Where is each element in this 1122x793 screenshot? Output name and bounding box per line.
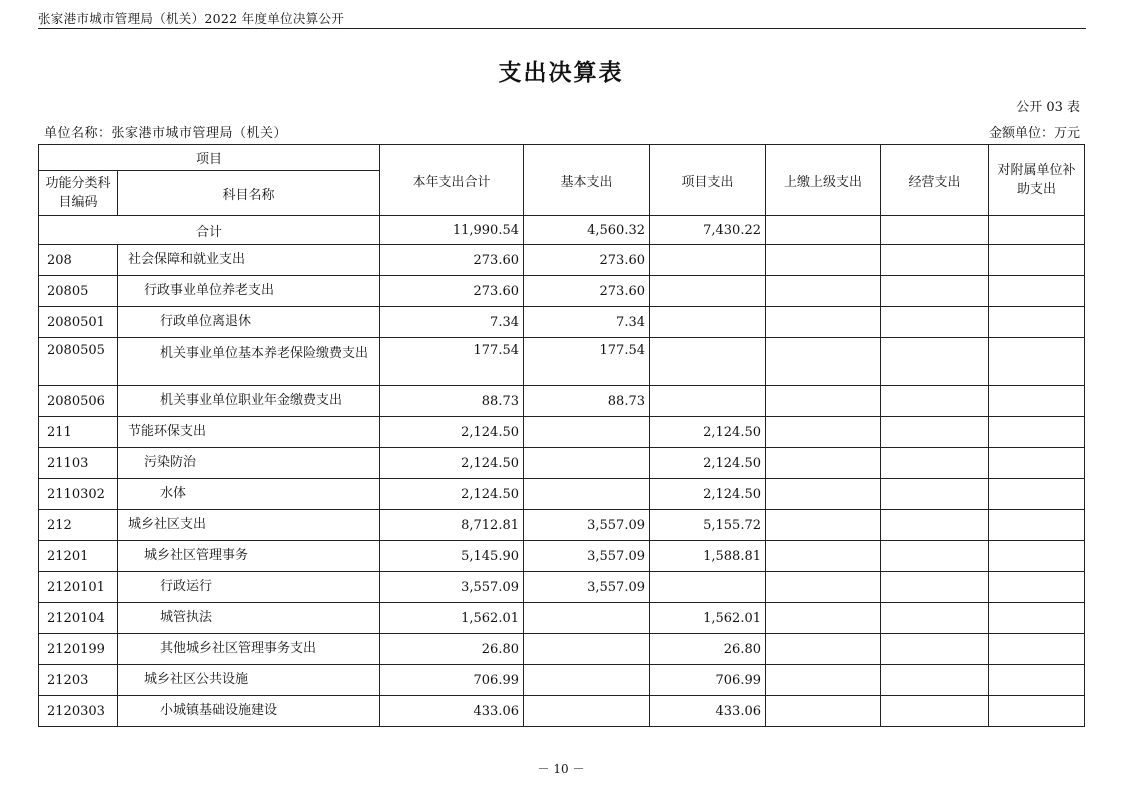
subject-name-cell: 城管执法 bbox=[118, 603, 380, 634]
function-code-cell: 2080505 bbox=[39, 338, 118, 386]
table-row bbox=[39, 665, 1085, 696]
subsidiary-cell bbox=[989, 634, 1085, 665]
business-cell bbox=[881, 479, 989, 510]
total-cell: 8,712.81 bbox=[380, 510, 524, 541]
project-cell bbox=[650, 386, 766, 417]
function-code-cell: 21201 bbox=[39, 541, 118, 572]
table-row bbox=[39, 307, 1085, 338]
header-function-code: 功能分类科目编码 bbox=[39, 171, 118, 216]
total-row bbox=[39, 216, 1085, 245]
business-cell bbox=[881, 307, 989, 338]
business-cell bbox=[881, 338, 989, 386]
function-code-cell: 212 bbox=[39, 510, 118, 541]
subject-name-cell: 社会保障和就业支出 bbox=[118, 245, 380, 276]
header-project-expenditure: 项目支出 bbox=[650, 145, 766, 216]
subsidiary-cell bbox=[989, 386, 1085, 417]
header-basic: 基本支出 bbox=[524, 145, 650, 216]
business-cell bbox=[881, 276, 989, 307]
table-row bbox=[39, 510, 1085, 541]
subsidiary-cell bbox=[989, 276, 1085, 307]
upper-cell bbox=[766, 572, 881, 603]
basic-cell bbox=[524, 417, 650, 448]
upper-cell bbox=[766, 541, 881, 572]
basic-cell bbox=[524, 603, 650, 634]
total-label: 合计 bbox=[39, 216, 380, 245]
upper-cell bbox=[766, 307, 881, 338]
function-code-cell: 2120199 bbox=[39, 634, 118, 665]
header-rule bbox=[38, 28, 1086, 29]
header-subsidiary: 对附属单位补助支出 bbox=[989, 145, 1085, 216]
basic-cell: 177.54 bbox=[524, 338, 650, 386]
subsidiary-cell bbox=[989, 510, 1085, 541]
project-cell bbox=[650, 338, 766, 386]
function-code-cell: 208 bbox=[39, 245, 118, 276]
subsidiary-cell bbox=[989, 479, 1085, 510]
table-row bbox=[39, 448, 1085, 479]
total-upper bbox=[766, 216, 881, 245]
total-subsidiary bbox=[989, 216, 1085, 245]
subject-name-cell: 节能环保支出 bbox=[118, 417, 380, 448]
basic-cell: 3,557.09 bbox=[524, 510, 650, 541]
basic-cell bbox=[524, 634, 650, 665]
subject-name-cell: 污染防治 bbox=[118, 448, 380, 479]
expenditure-table bbox=[38, 144, 1085, 727]
basic-cell: 3,557.09 bbox=[524, 541, 650, 572]
upper-cell bbox=[766, 634, 881, 665]
subsidiary-cell bbox=[989, 572, 1085, 603]
total-cell: 2,124.50 bbox=[380, 417, 524, 448]
upper-cell bbox=[766, 479, 881, 510]
upper-cell bbox=[766, 276, 881, 307]
project-cell bbox=[650, 276, 766, 307]
total-cell: 7.34 bbox=[380, 307, 524, 338]
table-row bbox=[39, 572, 1085, 603]
total-cell: 433.06 bbox=[380, 696, 524, 727]
function-code-cell: 21203 bbox=[39, 665, 118, 696]
upper-cell bbox=[766, 338, 881, 386]
total-total: 11,990.54 bbox=[380, 216, 524, 245]
table-row bbox=[39, 696, 1085, 727]
business-cell bbox=[881, 541, 989, 572]
project-cell bbox=[650, 307, 766, 338]
total-project: 7,430.22 bbox=[650, 216, 766, 245]
table-body bbox=[39, 245, 1085, 727]
table-header bbox=[39, 145, 1085, 245]
subject-name-cell: 小城镇基础设施建设 bbox=[118, 696, 380, 727]
total-cell: 706.99 bbox=[380, 665, 524, 696]
subject-name-cell: 城乡社区公共设施 bbox=[118, 665, 380, 696]
subsidiary-cell bbox=[989, 541, 1085, 572]
function-code-cell: 21103 bbox=[39, 448, 118, 479]
subject-name-cell: 行政事业单位养老支出 bbox=[118, 276, 380, 307]
header-subject-name: 科目名称 bbox=[118, 171, 380, 216]
project-cell bbox=[650, 245, 766, 276]
basic-cell bbox=[524, 665, 650, 696]
subject-name-cell: 机关事业单位职业年金缴费支出 bbox=[118, 386, 380, 417]
total-basic: 4,560.32 bbox=[524, 216, 650, 245]
unit-name: 单位名称：张家港市城市管理局（机关） bbox=[44, 126, 288, 141]
business-cell bbox=[881, 603, 989, 634]
project-cell: 5,155.72 bbox=[650, 510, 766, 541]
business-cell bbox=[881, 634, 989, 665]
subsidiary-cell bbox=[989, 665, 1085, 696]
subject-name-cell: 行政单位离退休 bbox=[118, 307, 380, 338]
table-row bbox=[39, 276, 1085, 307]
basic-cell: 273.60 bbox=[524, 276, 650, 307]
table-row bbox=[39, 245, 1085, 276]
total-cell: 5,145.90 bbox=[380, 541, 524, 572]
upper-cell bbox=[766, 386, 881, 417]
project-cell: 433.06 bbox=[650, 696, 766, 727]
business-cell bbox=[881, 448, 989, 479]
basic-cell bbox=[524, 479, 650, 510]
function-code-cell: 2120104 bbox=[39, 603, 118, 634]
total-cell: 88.73 bbox=[380, 386, 524, 417]
table-row bbox=[39, 634, 1085, 665]
subsidiary-cell bbox=[989, 696, 1085, 727]
total-cell: 177.54 bbox=[380, 338, 524, 386]
table-row bbox=[39, 386, 1085, 417]
project-cell: 2,124.50 bbox=[650, 448, 766, 479]
header-business: 经营支出 bbox=[881, 145, 989, 216]
total-cell: 1,562.01 bbox=[380, 603, 524, 634]
project-cell: 2,124.50 bbox=[650, 479, 766, 510]
upper-cell bbox=[766, 510, 881, 541]
subject-name-cell: 其他城乡社区管理事务支出 bbox=[118, 634, 380, 665]
table-row bbox=[39, 541, 1085, 572]
subject-name-cell: 城乡社区支出 bbox=[118, 510, 380, 541]
amount-unit: 金额单位：万元 bbox=[988, 126, 1080, 141]
total-cell: 273.60 bbox=[380, 245, 524, 276]
upper-cell bbox=[766, 245, 881, 276]
function-code-cell: 20805 bbox=[39, 276, 118, 307]
basic-cell: 3,557.09 bbox=[524, 572, 650, 603]
header-total: 本年支出合计 bbox=[380, 145, 524, 216]
total-cell: 26.80 bbox=[380, 634, 524, 665]
table-row bbox=[39, 417, 1085, 448]
subject-name-cell: 水体 bbox=[118, 479, 380, 510]
business-cell bbox=[881, 510, 989, 541]
subsidiary-cell bbox=[989, 603, 1085, 634]
table-row bbox=[39, 603, 1085, 634]
upper-cell bbox=[766, 665, 881, 696]
header-upper: 上缴上级支出 bbox=[766, 145, 881, 216]
function-code-cell: 2080501 bbox=[39, 307, 118, 338]
project-cell: 1,562.01 bbox=[650, 603, 766, 634]
upper-cell bbox=[766, 696, 881, 727]
total-business bbox=[881, 216, 989, 245]
function-code-cell: 2080506 bbox=[39, 386, 118, 417]
upper-cell bbox=[766, 448, 881, 479]
function-code-cell: 2110302 bbox=[39, 479, 118, 510]
subject-name-cell: 行政运行 bbox=[118, 572, 380, 603]
basic-cell: 88.73 bbox=[524, 386, 650, 417]
basic-cell bbox=[524, 448, 650, 479]
page-number: － 10 － bbox=[537, 762, 585, 776]
basic-cell: 7.34 bbox=[524, 307, 650, 338]
subject-name-cell: 城乡社区管理事务 bbox=[118, 541, 380, 572]
business-cell bbox=[881, 245, 989, 276]
project-cell: 1,588.81 bbox=[650, 541, 766, 572]
total-cell: 2,124.50 bbox=[380, 448, 524, 479]
table-row bbox=[39, 479, 1085, 510]
function-code-cell: 2120101 bbox=[39, 572, 118, 603]
upper-cell bbox=[766, 417, 881, 448]
header-project: 项目 bbox=[39, 145, 380, 171]
upper-cell bbox=[766, 603, 881, 634]
business-cell bbox=[881, 572, 989, 603]
subsidiary-cell bbox=[989, 417, 1085, 448]
business-cell bbox=[881, 696, 989, 727]
subsidiary-cell bbox=[989, 245, 1085, 276]
basic-cell bbox=[524, 696, 650, 727]
business-cell bbox=[881, 386, 989, 417]
project-cell: 706.99 bbox=[650, 665, 766, 696]
function-code-cell: 211 bbox=[39, 417, 118, 448]
subject-name-cell: 机关事业单位基本养老保险缴费支出 bbox=[118, 338, 380, 386]
table-row bbox=[39, 338, 1085, 386]
project-cell bbox=[650, 572, 766, 603]
project-cell: 26.80 bbox=[650, 634, 766, 665]
basic-cell: 273.60 bbox=[524, 245, 650, 276]
business-cell bbox=[881, 417, 989, 448]
table-number: 公开 03 表 bbox=[1016, 100, 1080, 115]
subsidiary-cell bbox=[989, 307, 1085, 338]
project-cell: 2,124.50 bbox=[650, 417, 766, 448]
document-header: 张家港市城市管理局（机关）2022 年度单位决算公开 bbox=[38, 11, 345, 26]
total-cell: 2,124.50 bbox=[380, 479, 524, 510]
total-cell: 3,557.09 bbox=[380, 572, 524, 603]
subsidiary-cell bbox=[989, 338, 1085, 386]
total-cell: 273.60 bbox=[380, 276, 524, 307]
business-cell bbox=[881, 665, 989, 696]
subsidiary-cell bbox=[989, 448, 1085, 479]
function-code-cell: 2120303 bbox=[39, 696, 118, 727]
page-title: 支出决算表 bbox=[498, 60, 624, 86]
